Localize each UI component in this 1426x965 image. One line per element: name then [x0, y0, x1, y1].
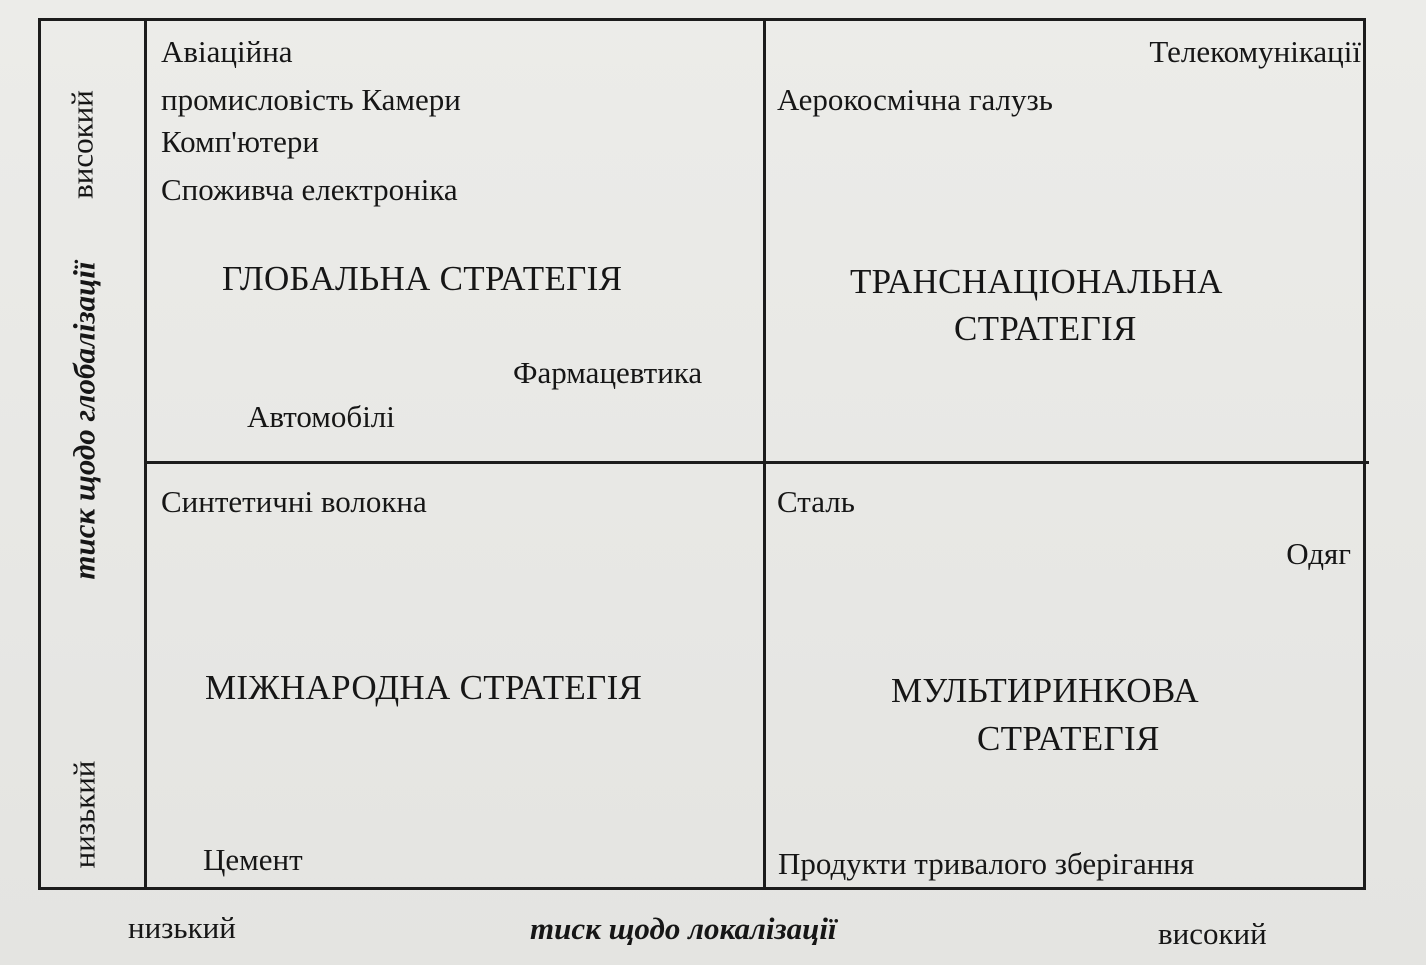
quadrant-international: [147, 464, 763, 893]
strategy-title-multimarket-line2: СТРАТЕГІЯ: [977, 719, 1160, 758]
industry-label: Телекомунікації: [1149, 34, 1361, 69]
y-axis-low-label: низький: [66, 760, 102, 869]
industry-label: Синтетичні волокна: [161, 484, 427, 519]
y-axis-strip: [41, 21, 147, 887]
industry-label: Автомобілі: [247, 399, 395, 434]
industry-label: Сталь: [777, 484, 855, 519]
y-axis-title: тиск щодо глобалізації: [66, 261, 102, 580]
industry-label: промисловість Камери: [161, 82, 461, 117]
industry-label: Авіаційна: [161, 34, 293, 69]
industry-label: Фармацевтика: [513, 355, 703, 390]
strategy-title-transnational-line2: СТРАТЕГІЯ: [954, 309, 1137, 348]
industry-label: Продукти тривалого зберігання: [778, 846, 1195, 881]
industry-label: Споживча електроніка: [161, 172, 458, 207]
industry-label: Одяг: [1286, 536, 1351, 571]
strategy-matrix: [38, 18, 1366, 890]
strategy-title-international: МІЖНАРОДНА СТРАТЕГІЯ: [205, 668, 643, 707]
quadrant-multimarket: [766, 464, 1369, 893]
strategy-title-transnational-line1: ТРАНСНАЦІОНАЛЬНА: [850, 262, 1223, 301]
quadrant-transnational: [513, 21, 1369, 461]
quadrant-global: [147, 21, 763, 461]
strategy-title-global: ГЛОБАЛЬНА СТРАТЕГІЯ: [222, 259, 623, 298]
industry-label: Комп'ютери: [161, 124, 319, 159]
strategy-title-multimarket-line1: МУЛЬТИРИНКОВА: [891, 671, 1199, 710]
x-axis-high-label: високий: [1158, 916, 1267, 951]
x-axis-low-label: низький: [128, 910, 236, 945]
industry-label: Цемент: [203, 842, 303, 877]
x-axis-title: тиск щодо локалізації: [530, 911, 837, 946]
industry-label: Аерокосмічна галузь: [777, 82, 1053, 117]
y-axis-high-label: високий: [64, 90, 100, 199]
